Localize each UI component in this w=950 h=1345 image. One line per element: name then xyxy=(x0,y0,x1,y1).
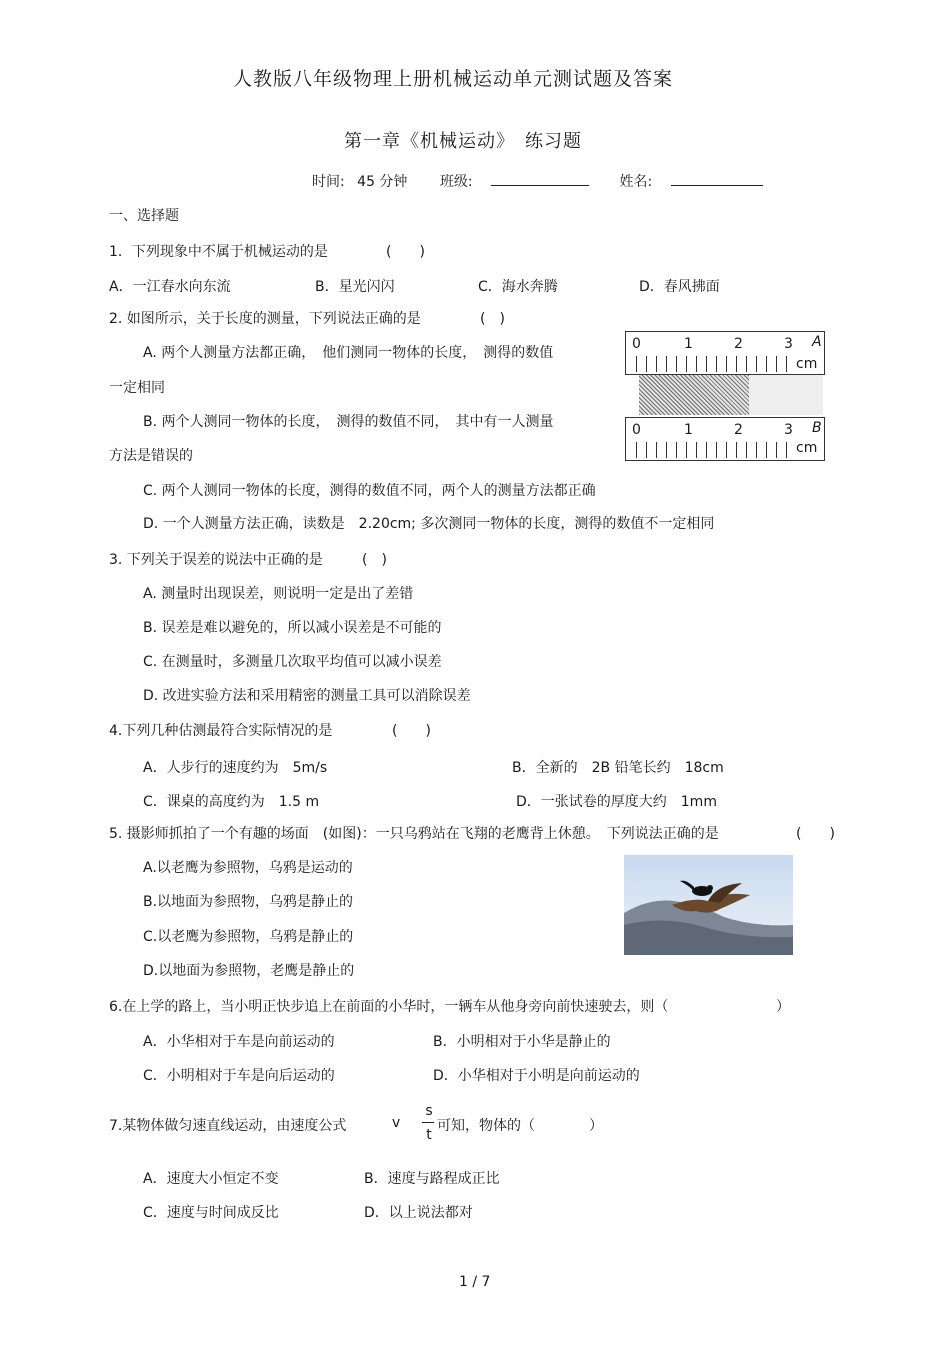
q7-fraction-bar xyxy=(422,1122,434,1123)
name-blank[interactable] xyxy=(671,171,763,186)
q5-option-d: D.以地面为参照物，老鹰是静止的 xyxy=(143,963,355,979)
q7-denominator-t: t xyxy=(426,1127,432,1143)
ruler-b-tick-3: 3 xyxy=(784,422,793,438)
measured-object xyxy=(639,375,749,415)
q2-option-d: D. 一个人测量方法正确，读数是 2.20cm; 多次测同一物体的长度，测得的数值不一定相同 xyxy=(143,516,715,532)
crow-eagle-photo xyxy=(624,855,793,955)
q4-stem: 4.下列几种估测最符合实际情况的是 xyxy=(109,723,333,739)
page-number: 1 / 7 xyxy=(459,1274,491,1290)
ruler-a-tick-3: 3 xyxy=(784,336,793,352)
ruler-b-tick-1: 1 xyxy=(684,422,693,438)
ruler-figure xyxy=(623,330,828,462)
class-blank[interactable] xyxy=(491,171,589,186)
ruler-a-unit: cm xyxy=(796,356,818,372)
q1-option-b: B．星光闪闪 xyxy=(315,279,395,295)
chapter-title: 第一章《机械运动》 练习题 xyxy=(344,131,582,152)
ruler-a-minor-ticks xyxy=(636,356,794,372)
ruler-b-tick-2: 2 xyxy=(734,422,743,438)
q7-var-v: v xyxy=(392,1115,401,1131)
q2-option-a-line2: 一定相同 xyxy=(109,380,165,396)
name-label: 姓名: xyxy=(619,174,653,190)
q7-tail: 可知，物体的（ xyxy=(437,1118,535,1134)
q7-option-d: D．以上说法都对 xyxy=(364,1205,473,1221)
q2-stem: 2. 如图所示，关于长度的测量，下列说法正确的是 xyxy=(109,311,421,327)
q6-option-b: B．小明相对于小华是静止的 xyxy=(433,1034,611,1050)
q2-option-b-line1: B. 两个人测同一物体的长度， 测得的数值不同， 其中有一人测量 xyxy=(143,414,554,430)
q3-option-c: C. 在测量时，多测量几次取平均值可以减小误差 xyxy=(143,654,442,670)
time-label: 时间: xyxy=(312,174,345,190)
q4-option-b: B．全新的 2B 铅笔长约 18cm xyxy=(512,760,724,776)
ruler-b-label: B xyxy=(812,420,822,436)
q2-paren: ( ) xyxy=(480,311,505,327)
q7-paren: ） xyxy=(589,1118,603,1134)
info-line xyxy=(312,171,763,191)
q5-paren: ( ) xyxy=(796,826,835,842)
q7-option-b: B．速度与路程成正比 xyxy=(364,1171,500,1187)
q7-option-c: C．速度与时间成反比 xyxy=(143,1205,279,1221)
ruler-b xyxy=(625,417,825,461)
q2-option-c: C. 两个人测同一物体的长度，测得的数值不同，两个人的测量方法都正确 xyxy=(143,483,596,499)
q1-paren: ( ) xyxy=(386,244,425,260)
q2-option-a-line1: A. 两个人测量方法都正确， 他们测同一物体的长度， 测得的数值 xyxy=(143,345,554,361)
ruler-a-tick-1: 1 xyxy=(684,336,693,352)
q5-option-c: C.以老鹰为参照物，乌鸦是静止的 xyxy=(143,929,354,945)
section-heading: 一、选择题 xyxy=(109,208,179,224)
ruler-b-unit: cm xyxy=(796,440,818,456)
ruler-b-minor-ticks xyxy=(636,442,794,458)
q3-paren: ( ) xyxy=(362,552,387,568)
time-value: 45 分钟 xyxy=(357,174,408,190)
q4-option-c: C．课桌的高度约为 1.5 m xyxy=(143,794,320,810)
q2-option-b-line2: 方法是错误的 xyxy=(109,448,193,464)
class-label: 班级: xyxy=(439,174,473,190)
q5-option-a: A.以老鹰为参照物，乌鸦是运动的 xyxy=(143,860,353,876)
q4-paren: ( ) xyxy=(392,723,431,739)
q6-option-a: A．小华相对于车是向前运动的 xyxy=(143,1034,335,1050)
q3-stem: 3. 下列关于误差的说法中正确的是 xyxy=(109,552,323,568)
mountain-eagle-illustration xyxy=(624,855,793,955)
q7-stem: 7.某物体做匀速直线运动，由速度公式 xyxy=(109,1118,347,1134)
q6-stem: 6.在上学的路上，当小明正快步追上在前面的小华时，一辆车从他身旁向前快速驶去，则（ xyxy=(109,999,669,1015)
ruler-a-label: A xyxy=(812,334,822,350)
q3-option-a: A. 测量时出现误差，则说明一定是出了差错 xyxy=(143,586,414,602)
q6-option-c: C．小明相对于车是向后运动的 xyxy=(143,1068,335,1084)
q7-option-a: A．速度大小恒定不变 xyxy=(143,1171,279,1187)
q5-stem: 5. 摄影师抓拍了一个有趣的场面 (如图)：一只乌鸦站在飞翔的老鹰背上休憩。 下列说法正确的是 xyxy=(109,826,719,842)
q3-option-b: B. 误差是难以避免的，所以减小误差是不可能的 xyxy=(143,620,442,636)
ruler-b-tick-0: 0 xyxy=(632,422,641,438)
q1-option-d: D．春风拂面 xyxy=(639,279,720,295)
q1-option-c: C．海水奔腾 xyxy=(478,279,558,295)
q6-paren: ） xyxy=(776,999,790,1015)
document-title: 人教版八年级物理上册机械运动单元测试题及答案 xyxy=(233,68,674,90)
object-gap xyxy=(749,375,823,415)
q4-option-a: A．人步行的速度约为 5m/s xyxy=(143,760,328,776)
q3-option-d: D. 改进实验方法和采用精密的测量工具可以消除误差 xyxy=(143,688,471,704)
ruler-a-tick-2: 2 xyxy=(734,336,743,352)
q7-numerator-s: s xyxy=(425,1103,433,1119)
q1-stem: 1．下列现象中不属于机械运动的是 xyxy=(109,244,328,260)
q4-option-d: D．一张试卷的厚度大约 1mm xyxy=(516,794,717,810)
q1-option-a: A．一江春水向东流 xyxy=(109,279,231,295)
ruler-a xyxy=(625,331,825,375)
ruler-a-tick-0: 0 xyxy=(632,336,641,352)
q5-option-b: B.以地面为参照物，乌鸦是静止的 xyxy=(143,894,354,910)
q6-option-d: D．小华相对于小明是向前运动的 xyxy=(433,1068,640,1084)
